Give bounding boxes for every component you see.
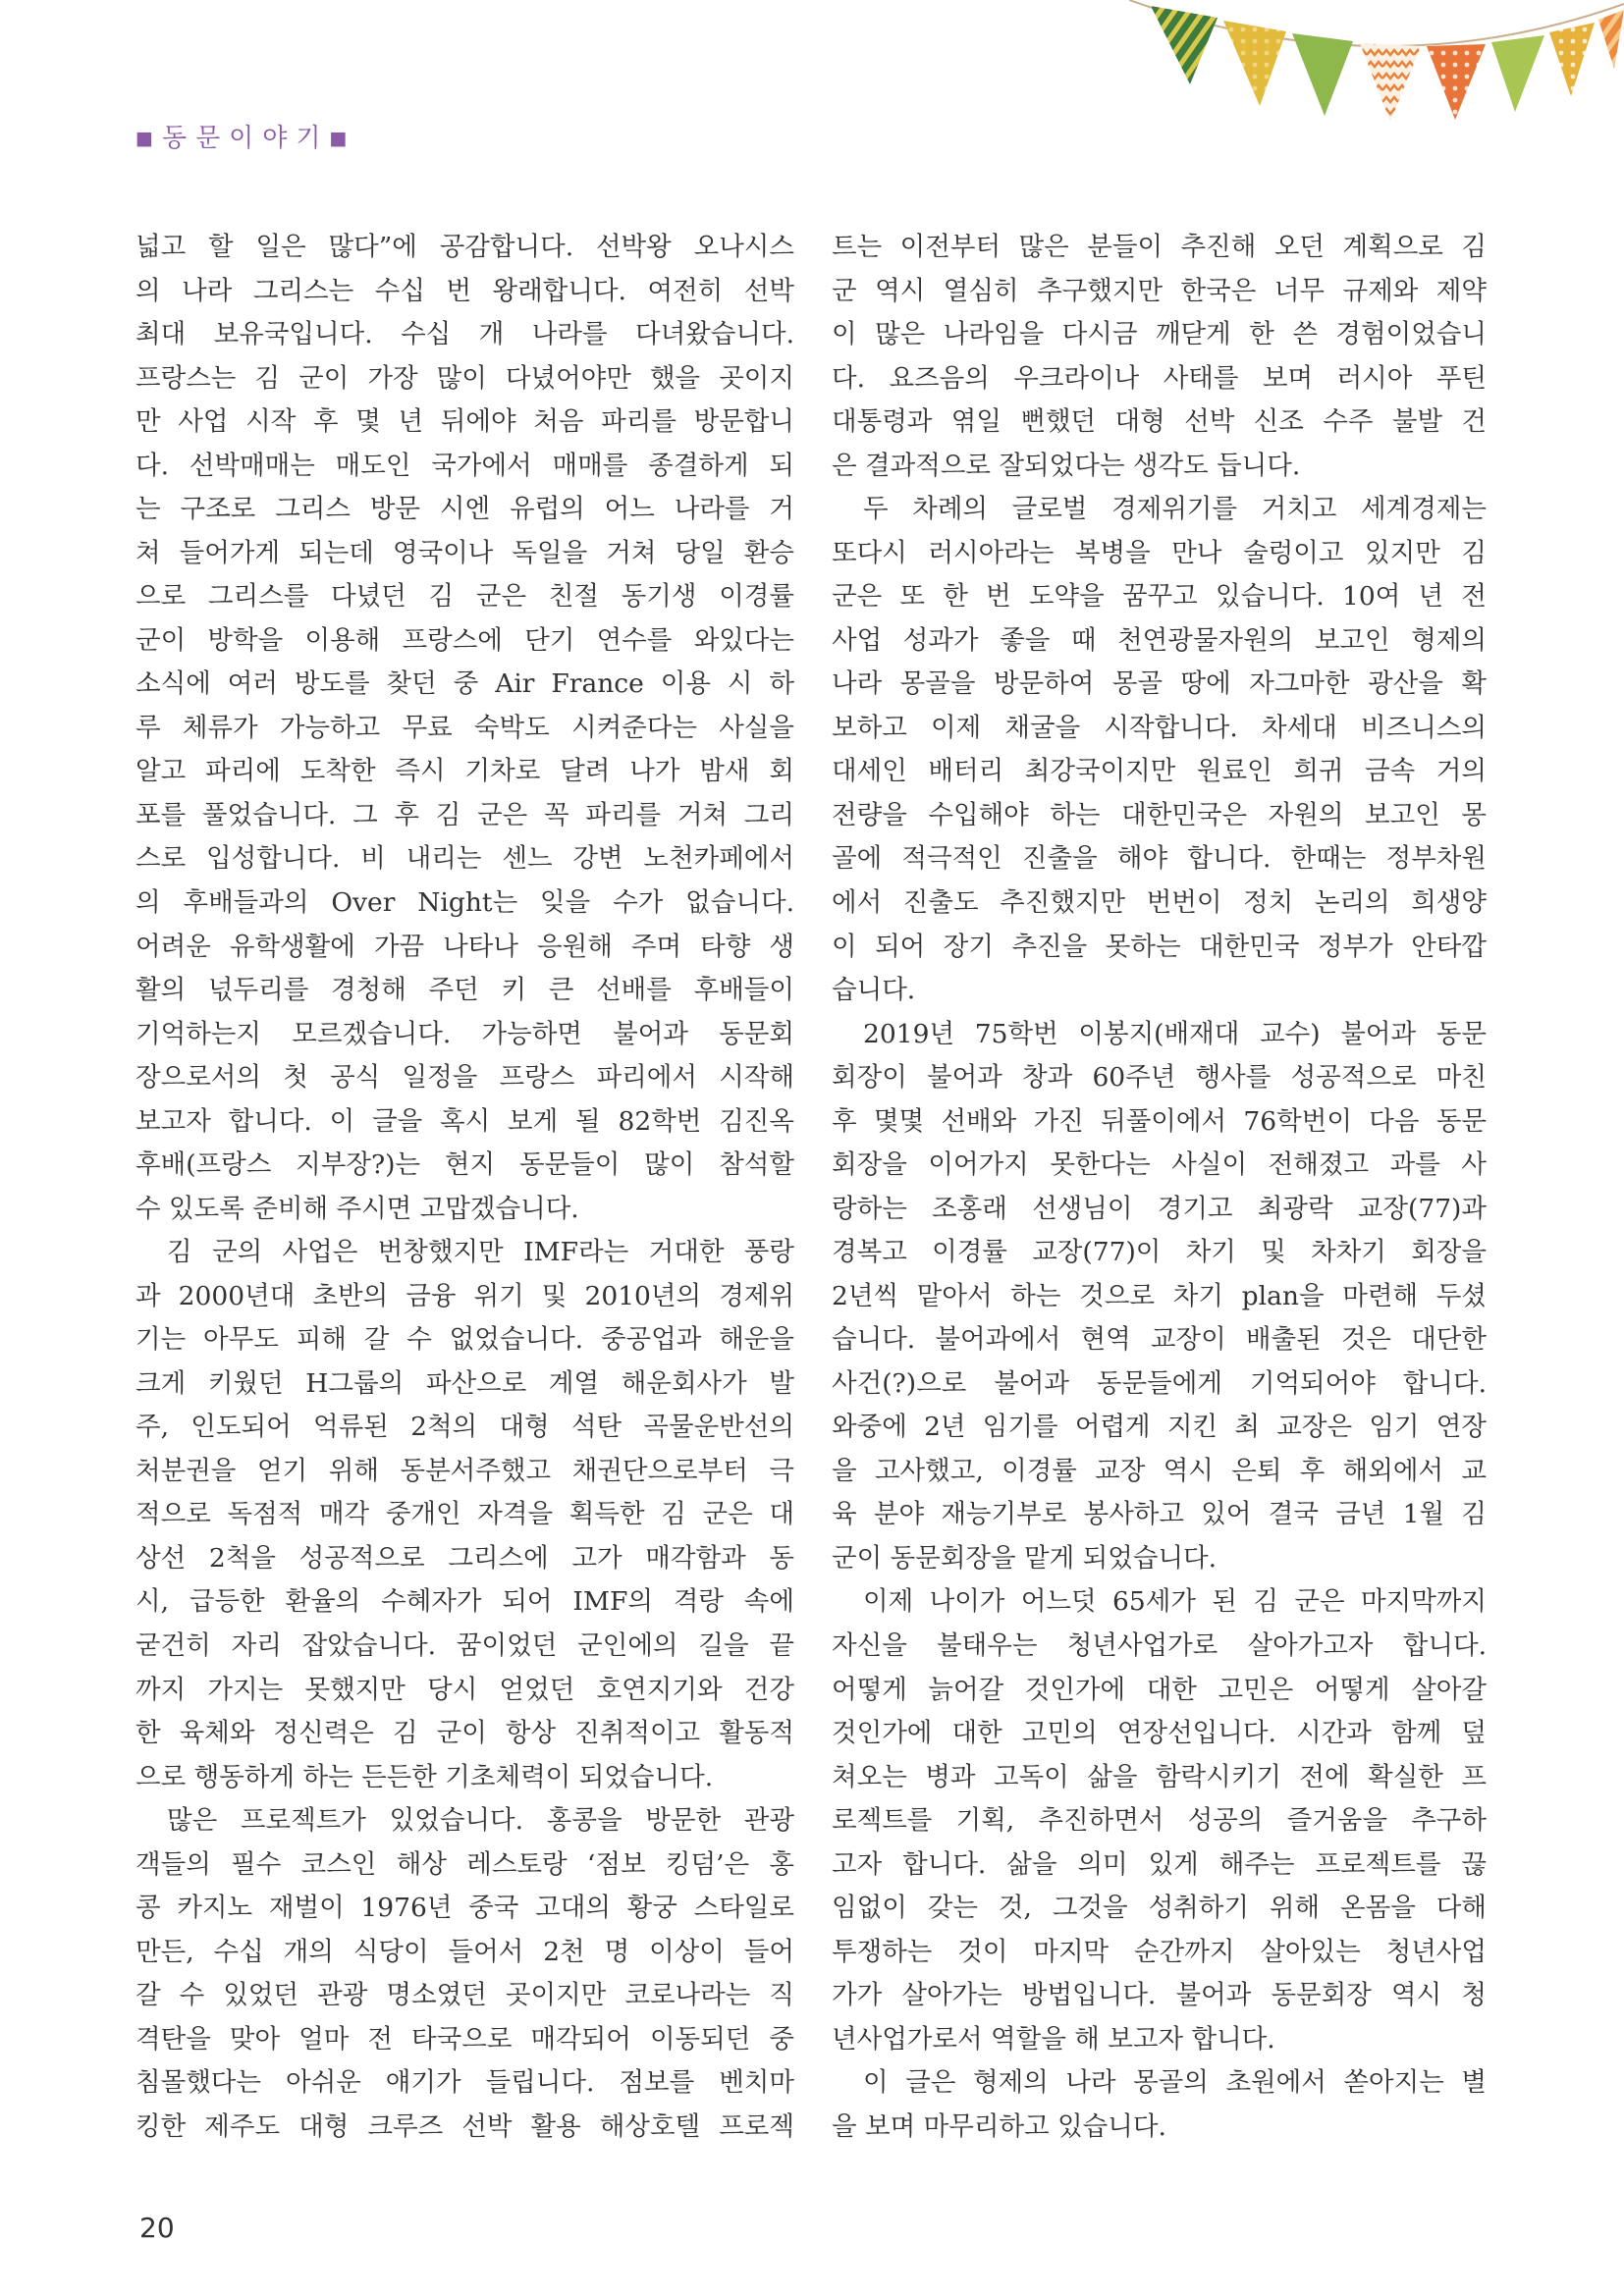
text-line: 군 역시 열심히 추구했지만 한국은 너무 규제와 제약 <box>832 275 1487 306</box>
text-line: 상선 2척을 성공적으로 그리스에 고가 매각함과 동 <box>135 1542 794 1574</box>
text-line: 격탄을 맞아 얼마 전 타국으로 매각되어 이동되던 중 <box>135 2023 794 2055</box>
bunting-pennant <box>1491 35 1544 112</box>
text-line: 의 후배들과의 Over Night는 잊을 수가 없습니다. <box>135 886 794 918</box>
text-line: 시, 급등한 환율의 수혜자가 되어 IMF의 격랑 속에 <box>135 1586 794 1618</box>
bunting-pennant <box>1223 21 1286 106</box>
text-line: 기는 아무도 피해 갈 수 없었습니다. 중공업과 해운을 <box>135 1324 794 1356</box>
text-line: 사건(?)으로 불어과 동문들에게 기억되어야 합니다. <box>832 1367 1487 1399</box>
text-line: 을 고사했고, 이경률 교장 역시 은퇴 후 해외에서 교 <box>832 1455 1487 1486</box>
text-line: 알고 파리에 도착한 즉시 기차로 달려 나가 밤새 회 <box>135 756 794 787</box>
text-line: 나라 몽골을 방문하여 몽골 땅에 자그마한 광산을 확 <box>832 668 1487 700</box>
text-line: 소식에 여러 방도를 찾던 중 Air France 이용 시 하 <box>135 668 794 700</box>
bunting-pennant <box>1549 23 1595 96</box>
right-column <box>832 226 1487 2149</box>
text-line: 또다시 러시아라는 복병을 만나 술렁이고 있지만 김 <box>832 537 1487 568</box>
left-column <box>135 226 794 2149</box>
text-line: 트는 이전부터 많은 분들이 추진해 오던 계획으로 김 <box>832 232 1487 262</box>
bunting-pennant <box>1151 6 1218 84</box>
text-line: 프랑스는 김 군이 가장 많이 다녔어야만 했을 곳이지 <box>135 362 794 394</box>
text-line: 만든, 수십 개의 식당이 들어서 2천 명 이상이 들어 <box>135 1936 794 1967</box>
text-line: 콩 카지노 재벌이 1976년 중국 고대의 황궁 스타일로 <box>135 1893 794 1924</box>
text-line: 최대 보유국입니다. 수십 개 나라를 다녀왔습니다. <box>135 319 794 350</box>
text-line: 로젝트를 기획, 추진하면서 성공의 즐거움을 추구하 <box>832 1805 1487 1837</box>
text-line: 년사업가로서 역할을 해 보고자 합니다. <box>832 2023 1275 2055</box>
text-line: 쳐 들어가게 되는데 영국이나 독일을 거쳐 당일 환승 <box>135 537 794 568</box>
text-line: 이 글은 형제의 나라 몽골의 초원에서 쏟아지는 별 <box>863 2067 1487 2099</box>
text-line: 많은 프로젝트가 있었습니다. 홍콩을 방문한 관광 <box>167 1805 794 1837</box>
text-line: 굳건히 자리 잡았습니다. 꿈이었던 군인에의 길을 끝 <box>135 1630 794 1661</box>
text-line: 군이 방학을 이용해 프랑스에 단기 연수를 와있다는 <box>135 624 794 656</box>
text-line: 2019년 75학번 이봉지(배재대 교수) 불어과 동문 <box>863 1018 1487 1049</box>
text-line: 한 육체와 정신력은 김 군이 항상 진취적이고 활동적 <box>135 1718 794 1749</box>
text-line: 객들의 필수 코스인 해상 레스토랑 ‘점보 킹덤’은 홍 <box>135 1848 794 1880</box>
text-line: 육 분야 재능기부로 봉사하고 있어 결국 금년 1월 김 <box>832 1499 1487 1530</box>
text-line: 어려운 유학생활에 가끔 나타나 응원해 주며 타향 생 <box>135 931 794 962</box>
text-line: 가가 살아가는 방법입니다. 불어과 동문회장 역시 청 <box>832 1980 1487 2011</box>
text-line: 어떻게 늙어갈 것인가에 대한 고민은 어떻게 살아갈 <box>832 1674 1487 1705</box>
text-line: 활의 넋두리를 경청해 주던 키 큰 선배를 후배들이 <box>135 975 794 1006</box>
text-line: 포를 풀었습니다. 그 후 김 군은 꼭 파리를 거쳐 그리 <box>135 799 794 830</box>
text-line: 전량을 수입해야 하는 대한민국은 자원의 보고인 몽 <box>832 799 1487 830</box>
text-line: 루 체류가 가능하고 무료 숙박도 시켜준다는 사실을 <box>135 712 794 743</box>
text-line: 랑하는 조홍래 선생님이 경기고 최광락 교장(77)과 <box>832 1193 1487 1224</box>
text-line: 두 차례의 글로벌 경제위기를 거치고 세계경제는 <box>863 494 1487 525</box>
text-line: 갈 수 있었던 관광 명소였던 곳이지만 코로나라는 직 <box>135 1980 794 2011</box>
text-line: 의 나라 그리스는 수십 번 왕래합니다. 여전히 선박 <box>135 275 794 306</box>
header-square-left: ■ <box>135 127 153 149</box>
text-line: 스로 입성합니다. 비 내리는 센느 강변 노천카페에서 <box>135 843 794 875</box>
text-line: 군이 동문회장을 맡게 되었습니다. <box>832 1542 1218 1574</box>
text-line: 처분권을 얻기 위해 동분서주했고 채권단으로부터 극 <box>135 1455 794 1486</box>
section-header <box>135 118 348 157</box>
text-line: 수 있도록 준비해 주시면 고맙겠습니다. <box>135 1193 579 1224</box>
text-line: 고자 합니다. 삶을 의미 있게 해주는 프로젝트를 끊 <box>832 1848 1487 1880</box>
text-line: 습니다. <box>832 975 916 1006</box>
text-line: 적으로 독점적 매각 중개인 자격을 획득한 김 군은 대 <box>135 1499 794 1530</box>
text-line: 보고자 합니다. 이 글을 혹시 보게 될 82학번 김진옥 <box>135 1105 794 1137</box>
text-line: 쳐오는 병과 고독이 삶을 함락시키기 전에 확실한 프 <box>832 1761 1487 1792</box>
text-line: 은 결과적으로 잘되었다는 생각도 듭니다. <box>832 450 1301 481</box>
text-line: 까지 가지는 못했지만 당시 얻었던 호연지기와 건강 <box>135 1674 794 1705</box>
text-line: 대통령과 엮일 뻔했던 대형 선박 신조 수주 불발 건 <box>832 406 1487 438</box>
text-line: 주, 인도되어 억류된 2척의 대형 석탄 곡물운반선의 <box>135 1412 794 1443</box>
text-line: 다. 요즈음의 우크라이나 사태를 보며 러시아 푸틴 <box>832 362 1487 394</box>
text-line: 임없이 갖는 것, 그것을 성취하기 위해 온몸을 다해 <box>832 1893 1487 1924</box>
text-line: 는 구조로 그리스 방문 시엔 유럽의 어느 나라를 거 <box>135 494 794 525</box>
text-line: 자신을 불태우는 청년사업가로 살아가고자 합니다. <box>832 1630 1487 1661</box>
text-line: 크게 키웠던 H그룹의 파산으로 계열 해운회사가 발 <box>135 1367 794 1399</box>
bunting-pennant <box>1427 44 1486 120</box>
text-line: 기억하는지 모르겠습니다. 가능하면 불어과 동문회 <box>135 1018 794 1049</box>
text-line: 사업 성과가 좋을 때 천연광물자원의 보고인 형제의 <box>832 624 1487 656</box>
text-line: 골에 적극적인 진출을 해야 합니다. 한때는 정부차원 <box>832 843 1487 875</box>
text-line: 것인가에 대한 고민의 연장선입니다. 시간과 함께 덮 <box>832 1718 1487 1749</box>
text-line: 이제 나이가 어느덧 65세가 된 김 군은 마지막까지 <box>863 1586 1487 1618</box>
text-line: 으로 행동하게 하는 든든한 기초체력이 되었습니다. <box>135 1761 714 1792</box>
bunting-pennant <box>1292 33 1353 116</box>
text-line: 회장이 불어과 창과 60주년 행사를 성공적으로 마친 <box>832 1062 1487 1094</box>
text-line: 다. 선박매매는 매도인 국가에서 매매를 종결하게 되 <box>135 450 794 481</box>
text-line: 을 보며 마무리하고 있습니다. <box>832 2110 1166 2142</box>
text-line: 킹한 제주도 대형 크루즈 선박 활용 해상호텔 프로젝 <box>135 2110 794 2142</box>
text-line: 만 사업 시작 후 몇 년 뒤에야 처음 파리를 방문합니 <box>135 406 794 438</box>
text-line: 에서 진출도 추진했지만 번번이 정치 논리의 희생양 <box>832 886 1487 918</box>
text-line: 김 군의 사업은 번창했지만 IMF라는 거대한 풍랑 <box>167 1237 794 1268</box>
text-line: 습니다. 불어과에서 현역 교장이 배출된 것은 대단한 <box>832 1324 1487 1356</box>
text-line: 경복고 이경률 교장(77)이 차기 및 차차기 회장을 <box>832 1237 1487 1268</box>
text-line: 2년씩 맡아서 하는 것으로 차기 plan을 마련해 두셨 <box>832 1280 1487 1311</box>
text-line: 과 2000년대 초반의 금융 위기 및 2010년의 경제위 <box>135 1280 794 1311</box>
page-number: 20 <box>139 2212 175 2244</box>
text-line: 장으로서의 첫 공식 일정을 프랑스 파리에서 시작해 <box>135 1062 794 1094</box>
bunting-pennant <box>1360 43 1421 122</box>
text-line: 후배(프랑스 지부장?)는 현지 동문들이 많이 참석할 <box>135 1149 794 1181</box>
text-line: 와중에 2년 임기를 어렵게 지킨 최 교장은 임기 연장 <box>832 1412 1487 1443</box>
text-line: 군은 또 한 번 도약을 꿈꾸고 있습니다. 10여 년 전 <box>832 581 1487 613</box>
text-line: 침몰했다는 아쉬운 얘기가 들립니다. 점보를 벤치마 <box>135 2067 794 2099</box>
section-title: 동문이야기 <box>161 123 330 153</box>
text-line: 회장을 이어가지 못한다는 사실이 전해졌고 과를 사 <box>832 1149 1487 1181</box>
text-line: 넓고 할 일은 많다”에 공감합니다. 선박왕 오나시스 <box>135 232 794 262</box>
text-line: 투쟁하는 것이 마지막 순간까지 살아있는 청년사업 <box>832 1936 1487 1967</box>
text-line: 후 몇몇 선배와 가진 뒤풀이에서 76학번이 다음 동문 <box>832 1105 1487 1137</box>
text-line: 이 되어 장기 추진을 못하는 대한민국 정부가 안타깝 <box>832 931 1487 962</box>
bunting-pennant <box>1598 10 1624 69</box>
text-line: 보하고 이제 채굴을 시작합니다. 차세대 비즈니스의 <box>832 712 1487 743</box>
text-line: 대세인 배터리 최강국이지만 원료인 희귀 금속 거의 <box>832 756 1487 787</box>
bunting-decoration <box>1129 0 1624 137</box>
header-square-right: ■ <box>329 127 348 149</box>
text-line: 이 많은 나라임을 다시금 깨닫게 한 쓴 경험이었습니 <box>832 319 1487 350</box>
text-line: 으로 그리스를 다녔던 김 군은 친절 동기생 이경률 <box>135 581 794 613</box>
